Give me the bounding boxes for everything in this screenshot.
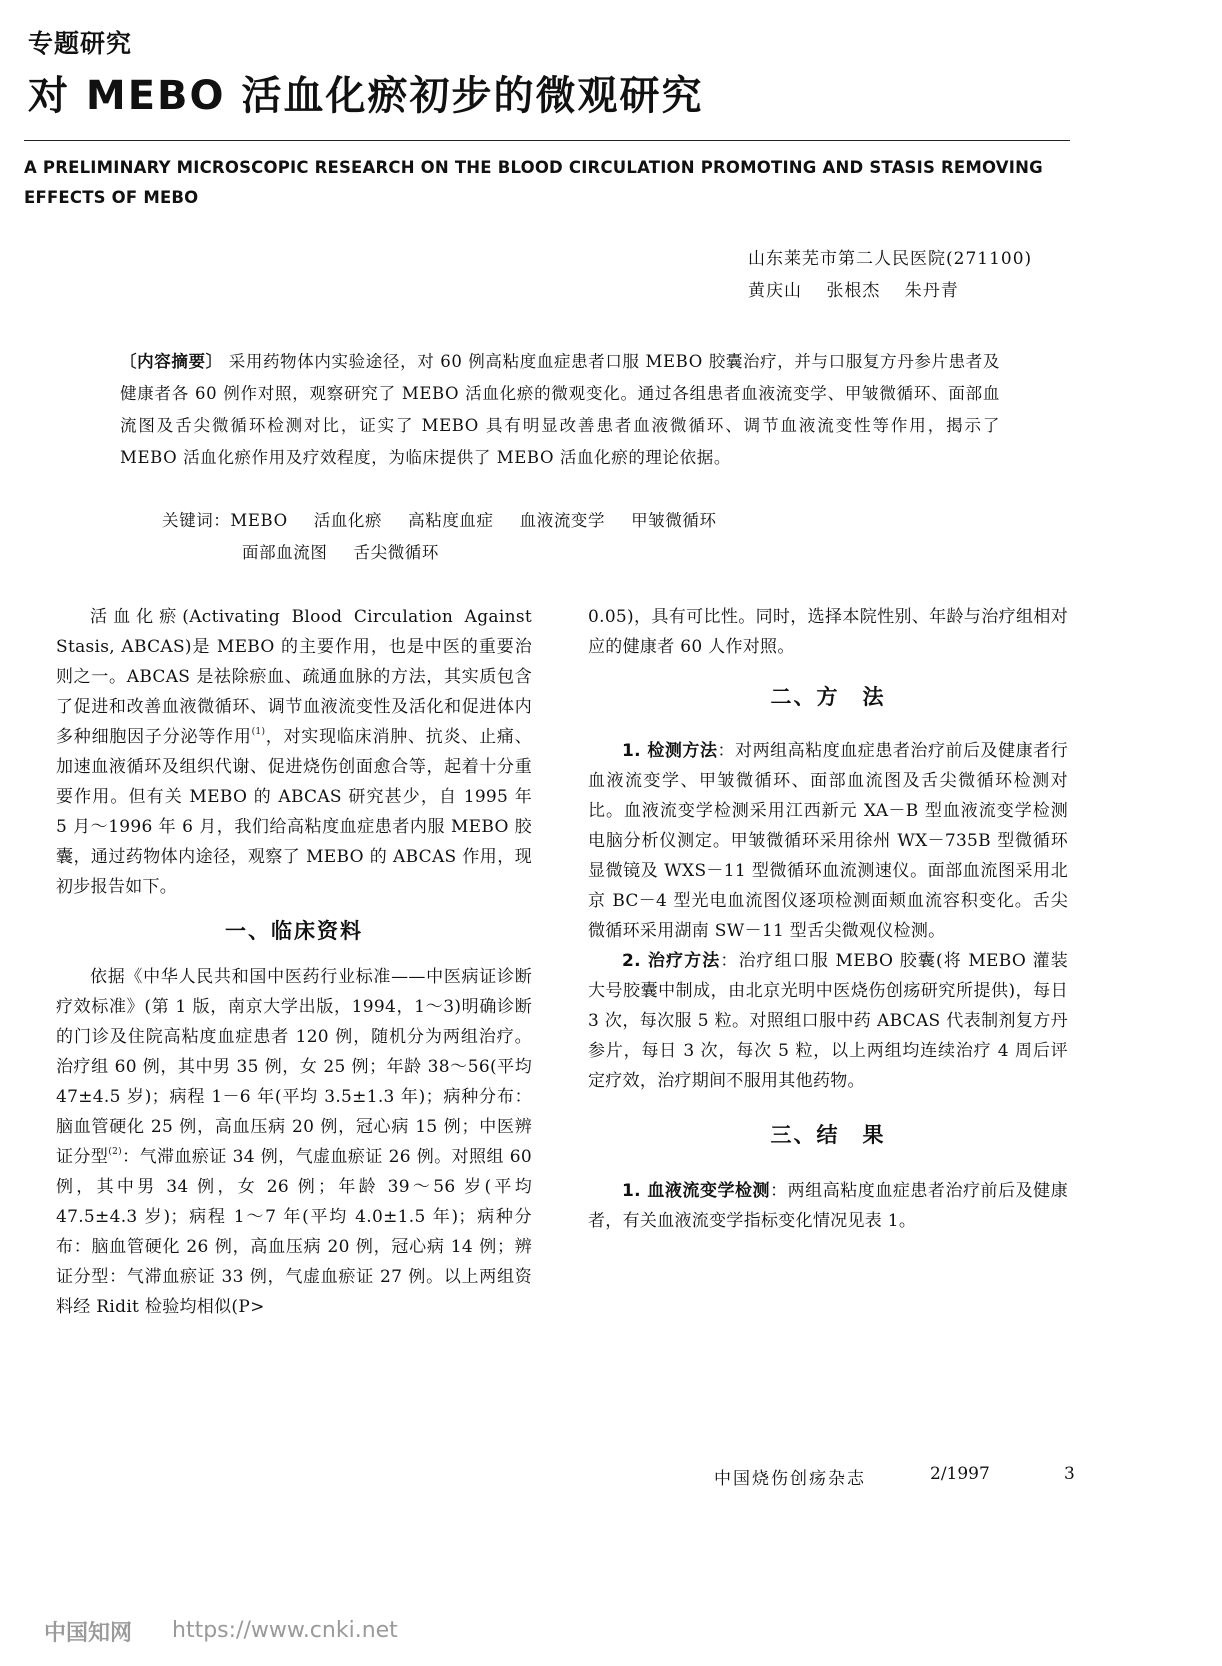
method-treatment-text: ：治疗组口服 MEBO 胶囊(将 MEBO 灌装大号胶囊中制成，由北京光明中医烧伤创疡研究所提供)，每日 3 次，每次服 5 粒。对照组口服中药 ABCAS 代表制剂复方丹参片，每日 3 次，每次 5 粒，以上两组均连续治疗 4 周后评定疗效，治疗期间不服用其他药物。 bbox=[588, 951, 1068, 1091]
section-heading-results: 三、结 果 bbox=[770, 1123, 886, 1147]
keyword: 甲皱微循环 bbox=[631, 511, 717, 530]
article-title-en: A PRELIMINARY MICROSCOPIC RESEARCH ON THE BLOOD CIRCULATION PROMOTING AND STASIS REMOVING EFFECTS OF MEBO bbox=[24, 158, 1043, 207]
author-names: 黄庆山 张根杰 朱丹青 bbox=[748, 281, 959, 301]
citation-ref: (2) bbox=[108, 1147, 122, 1157]
section-heading-clinical: 一、临床资料 bbox=[225, 919, 363, 943]
keyword: 高粘度血症 bbox=[408, 511, 494, 530]
article-title-cn: 对 MEBO 活血化瘀初步的微观研究 bbox=[28, 73, 704, 119]
cnki-watermark-logo: 中国知网 bbox=[44, 1621, 133, 1646]
result-hemorheology-text: ：两组高粘度血症患者治疗前后及健康者，有关血液流变学指标变化情况见表 1。 bbox=[588, 1181, 1068, 1231]
method-detection-paragraph bbox=[588, 736, 1068, 946]
intro-paragraph bbox=[56, 602, 532, 902]
intro-text-b: ，对实现临床消肿、抗炎、止痛、加速血液循环及组织代谢、促进烧伤创面愈合等，起着十分重要作用。但有关 MEBO 的 ABCAS 研究甚少，自 1995 年 5 月～1996 年 6 月，我们给高粘度血症患者内服 MEBO 胶囊，通过药物体内途径，观察了 MEBO 的 ABCAS 作用，现初步报告如下。 bbox=[56, 727, 532, 897]
footer-journal: 中国烧伤创疡杂志 bbox=[714, 1469, 866, 1489]
footer-issue: 2/1997 bbox=[930, 1464, 990, 1484]
comparability-paragraph: 0.05)，具有可比性。同时，选择本院性别、年龄与治疗组相对应的健康者 60 人作对照。 bbox=[588, 607, 1068, 657]
section-label: 专题研究 bbox=[28, 29, 133, 58]
method-treatment-label: 2. 治疗方法 bbox=[622, 951, 721, 971]
title-rule bbox=[24, 140, 1070, 141]
abstract bbox=[120, 346, 1000, 474]
method-detection-text: ：对两组高粘度血症患者治疗前后及健康者行血液流变学、甲皱微循环、面部血流图及舌尖微循环检测对比。血液流变学检测采用江西新元 XA－B 型血液流变学检测电脑分析仪测定。甲皱微循环采用徐州 WX－735B 型微循环显微镜及 WXS－11 型微循环血流测速仪。面部血流图采用北京 BC－4 型光电血流图仪逐项检测面颊血流容积变化。舌尖微循环采用湖南 SW－11 型舌尖微观仪检测。 bbox=[588, 741, 1069, 941]
keyword: 面部血流图 bbox=[242, 543, 328, 562]
intro-text-a: 活血化瘀(Activating Blood Circulation Against Stasis, ABCAS)是 MEBO 的主要作用，也是中医的重要治则之一。ABCAS 是祛除瘀血、疏通血脉的方法，其实质包含了促进和改善血液微循环、调节血液流变性及活化和促进体内多种细胞因子分泌等作用 bbox=[56, 607, 532, 747]
page-number: 3 bbox=[1064, 1464, 1075, 1484]
keywords-label: 关键词： bbox=[162, 511, 231, 530]
abstract-label: 〔内容摘要〕 bbox=[120, 352, 223, 371]
keyword: 舌尖微循环 bbox=[353, 543, 439, 562]
abstract-text: 采用药物体内实验途径，对 60 例高粘度血症患者口服 MEBO 胶囊治疗，并与口服复方丹参片患者及健康者各 60 例作对照，观察研究了 MEBO 活血化瘀的微观变化。通过各组患者血液流变学、甲皱微循环、面部血流图及舌尖微循环检测对比，证实了 MEBO 具有明显改善患者血液微循环、调节血液流变性等作用，揭示了 MEBO 活血化瘀作用及疗效程度，为临床提供了 MEBO 活血化瘀的理论依据。 bbox=[120, 352, 1000, 467]
method-detection-label: 1. 检测方法 bbox=[622, 741, 718, 761]
section-heading-methods: 二、方 法 bbox=[770, 685, 886, 709]
author-affiliation: 山东莱芜市第二人民医院(271100) bbox=[748, 249, 1033, 269]
clinical-paragraph bbox=[56, 962, 532, 1322]
body-column-left bbox=[56, 602, 532, 1322]
keyword: 活血化瘀 bbox=[313, 511, 383, 530]
body-column-right bbox=[588, 602, 1068, 1236]
keyword: MEBO bbox=[230, 511, 288, 530]
method-treatment-paragraph bbox=[588, 946, 1068, 1096]
result-hemorheology-paragraph bbox=[588, 1176, 1068, 1236]
citation-ref: (1) bbox=[251, 727, 266, 737]
cnki-watermark-url: https://www.cnki.net bbox=[172, 1618, 398, 1643]
clinical-text-a: 依据《中华人民共和国中医药行业标准——中医病证诊断疗效标准》(第 1 版，南京大学出版，1994，1～3)明确诊断的门诊及住院高粘度血症患者 120 例，随机分为两组治疗。治疗组 60 例，其中男 35 例，女 25 例；年龄 38～56(平均 47±4.5 岁)；病程 1－6 年(平均 3.5±1.3 年)；病种分布：脑血管硬化 25 例，高血压病 20 例，冠心病 15 例；中医辨证分型 bbox=[56, 967, 532, 1167]
result-hemorheology-label: 1. 血液流变学检测 bbox=[622, 1181, 771, 1201]
keyword: 血液流变学 bbox=[519, 511, 606, 530]
clinical-text-b: ：气滞血瘀证 34 例，气虚血瘀证 26 例。对照组 60 例，其中男 34 例，女 26 例；年龄 39～56 岁(平均 47.5±4.3 岁)；病程 1～7 年(平均 4.0±1.5 年)；病种分布：脑血管硬化 26 例，高血压病 20 例，冠心病 14 例；辨证分型：气滞血瘀证 33 例，气虚血瘀证 27 例。以上两组资料经 Ridit 检验均相似(P> bbox=[56, 1147, 532, 1317]
keywords bbox=[162, 505, 1022, 569]
